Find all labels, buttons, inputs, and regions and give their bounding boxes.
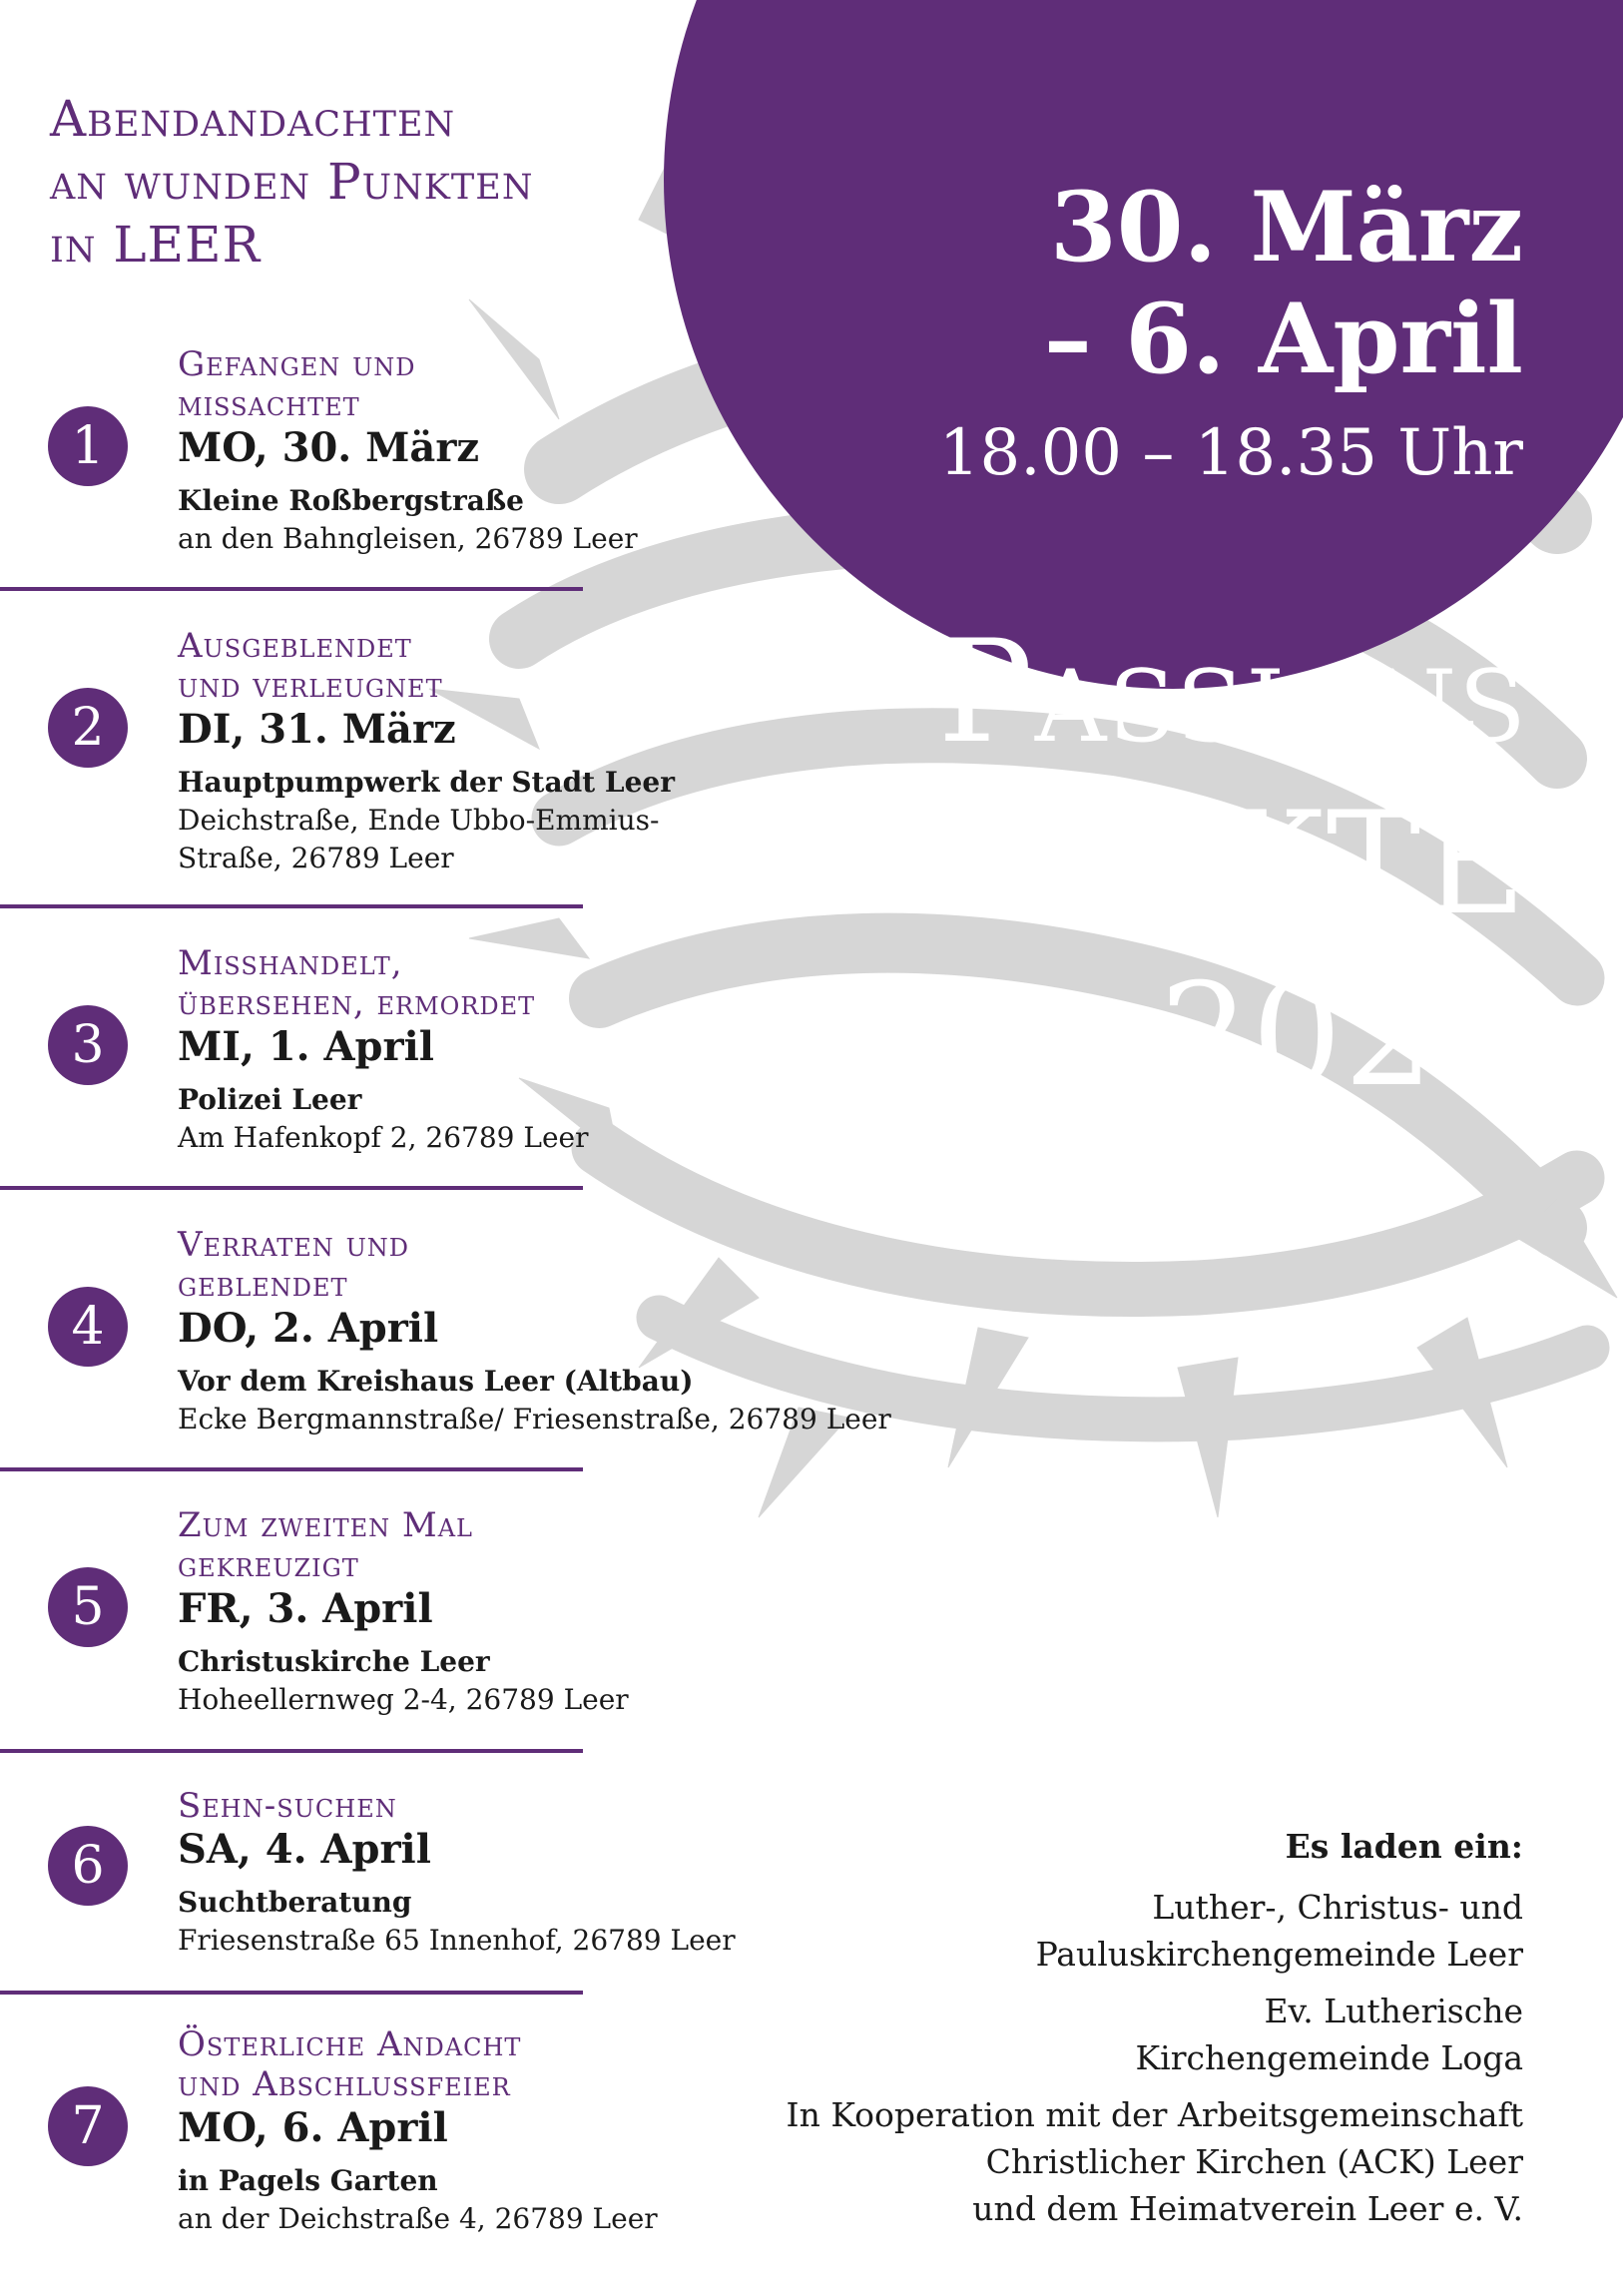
event-title-line: Gefangen und	[178, 344, 416, 384]
event-title	[178, 1225, 409, 1305]
host-group	[787, 1988, 1523, 2081]
event-address-line: Am Hafenkopf 2, 26789 Leer	[178, 1121, 589, 1154]
event-title	[178, 626, 443, 706]
event-address-line: an den Bahngleisen, 26789 Leer	[178, 522, 638, 555]
host-line: Ev. Lutherische	[1264, 1992, 1523, 2030]
title-line: PUNKTE	[875, 782, 1528, 946]
event-title-line: Misshandelt,	[178, 943, 403, 983]
event-address-line: an der Deichstraße 4, 26789 Leer	[178, 2202, 658, 2235]
event-title-line: Verraten und	[178, 1225, 410, 1265]
host-group	[787, 2091, 1523, 2232]
host-line: Pauluskirchengemeinde Leer	[1035, 1935, 1523, 1974]
invitation-block	[787, 1823, 1523, 2242]
event-date: DI, 31. März	[178, 706, 456, 753]
separator-line	[0, 1991, 583, 1995]
heading-line: in LEER	[50, 216, 262, 274]
separator-line	[0, 1467, 583, 1471]
host-group	[787, 1884, 1523, 1978]
event-date: SA, 4. April	[178, 1826, 431, 1873]
event-address	[178, 1119, 588, 1157]
event-title-line: und Abschlussfeier	[178, 2064, 511, 2104]
event-item	[0, 1225, 891, 1504]
event-title-line: geblendet	[178, 1265, 348, 1305]
event-date: MO, 30. März	[178, 424, 480, 471]
event-place: in Pagels Garten	[178, 2164, 438, 2197]
event-address-line: Friesenstraße 65 Innenhof, 26789 Leer	[178, 1924, 736, 1957]
event-date: DO, 2. April	[178, 1305, 439, 1352]
host-line: Christlicher Kirchen (ACK) Leer	[985, 2142, 1523, 2181]
host-line: und dem Heimatverein Leer e. V.	[972, 2189, 1523, 2228]
event-number-badge: 3	[48, 1005, 128, 1085]
event-place: Hauptpumpwerk der Stadt Leer	[178, 766, 675, 799]
event-item	[0, 1786, 858, 2065]
separator-line	[0, 1749, 583, 1753]
event-place: Suchtberatung	[178, 1886, 412, 1919]
title-line: Passions	[937, 610, 1528, 775]
event-address	[178, 1401, 891, 1438]
event-address-line: Hoheellernweg 2-4, 26789 Leer	[178, 1683, 629, 1716]
event-title	[178, 1786, 397, 1826]
event-title-line: und verleugnet	[178, 666, 443, 706]
host-line: Luther-, Christus- und	[1152, 1888, 1523, 1927]
poster-title	[876, 607, 1528, 1122]
event-item	[0, 1505, 858, 1785]
separator-line	[0, 1186, 583, 1190]
host-line: Kirchengemeinde Loga	[1135, 2038, 1523, 2077]
event-address	[178, 2200, 658, 2238]
event-address	[178, 520, 638, 558]
date-start: 30. März	[1050, 171, 1523, 284]
heading-line: Abendandachten	[50, 90, 456, 148]
event-number-badge: 6	[48, 1826, 128, 1906]
event-item	[0, 344, 858, 624]
event-place: Polizei Leer	[178, 1083, 362, 1116]
event-item	[0, 943, 858, 1223]
separator-line	[0, 904, 583, 908]
event-address	[178, 802, 659, 877]
event-title-line: Österliche Andacht	[178, 2024, 522, 2064]
event-item	[0, 626, 858, 905]
event-title	[178, 1505, 473, 1585]
date-range	[939, 172, 1523, 495]
event-title	[178, 943, 535, 1023]
event-number-badge: 7	[48, 2086, 128, 2166]
event-title-line: missachtet	[178, 384, 360, 424]
date-end: – 6. April	[1043, 283, 1523, 395]
event-date: FR, 3. April	[178, 1585, 433, 1632]
event-number-badge: 5	[48, 1567, 128, 1647]
event-address-line: Straße, 26789 Leer	[178, 842, 454, 874]
event-title-line: Ausgeblendet	[178, 626, 412, 666]
title-year: 2026	[1159, 953, 1528, 1118]
event-number-badge: 4	[48, 1287, 128, 1367]
invitation-lead: Es laden ein:	[1285, 1827, 1523, 1866]
event-place: Christuskirche Leer	[178, 1645, 490, 1678]
event-title-line: gekreuzigt	[178, 1545, 359, 1585]
event-title-line: Zum zweiten Mal	[178, 1505, 473, 1545]
event-item	[0, 2024, 858, 2296]
separator-line	[0, 587, 583, 591]
event-address	[178, 1681, 629, 1719]
event-place: Kleine Roßbergstraße	[178, 484, 524, 517]
time-range: 18.00 – 18.35 Uhr	[938, 416, 1523, 490]
event-title	[178, 2024, 521, 2104]
event-number-badge: 1	[48, 406, 128, 486]
event-title-line: übersehen, ermordet	[178, 983, 536, 1023]
event-date: MI, 1. April	[178, 1023, 434, 1070]
event-title	[178, 344, 416, 424]
event-address-line: Deichstraße, Ende Ubbo-Emmius-	[178, 804, 660, 837]
event-address	[178, 1922, 736, 1960]
event-date: MO, 6. April	[178, 2104, 448, 2151]
event-number-badge: 2	[48, 688, 128, 768]
event-address-line: Ecke Bergmannstraße/ Friesenstraße, 26789 Leer	[178, 1403, 891, 1435]
event-title-line: Sehn-suchen	[178, 1786, 397, 1826]
host-line: In Kooperation mit der Arbeitsgemeinschaft	[786, 2095, 1523, 2134]
event-place: Vor dem Kreishaus Leer (Altbau)	[178, 1365, 694, 1398]
heading-line: an wunden Punkten	[50, 153, 534, 211]
